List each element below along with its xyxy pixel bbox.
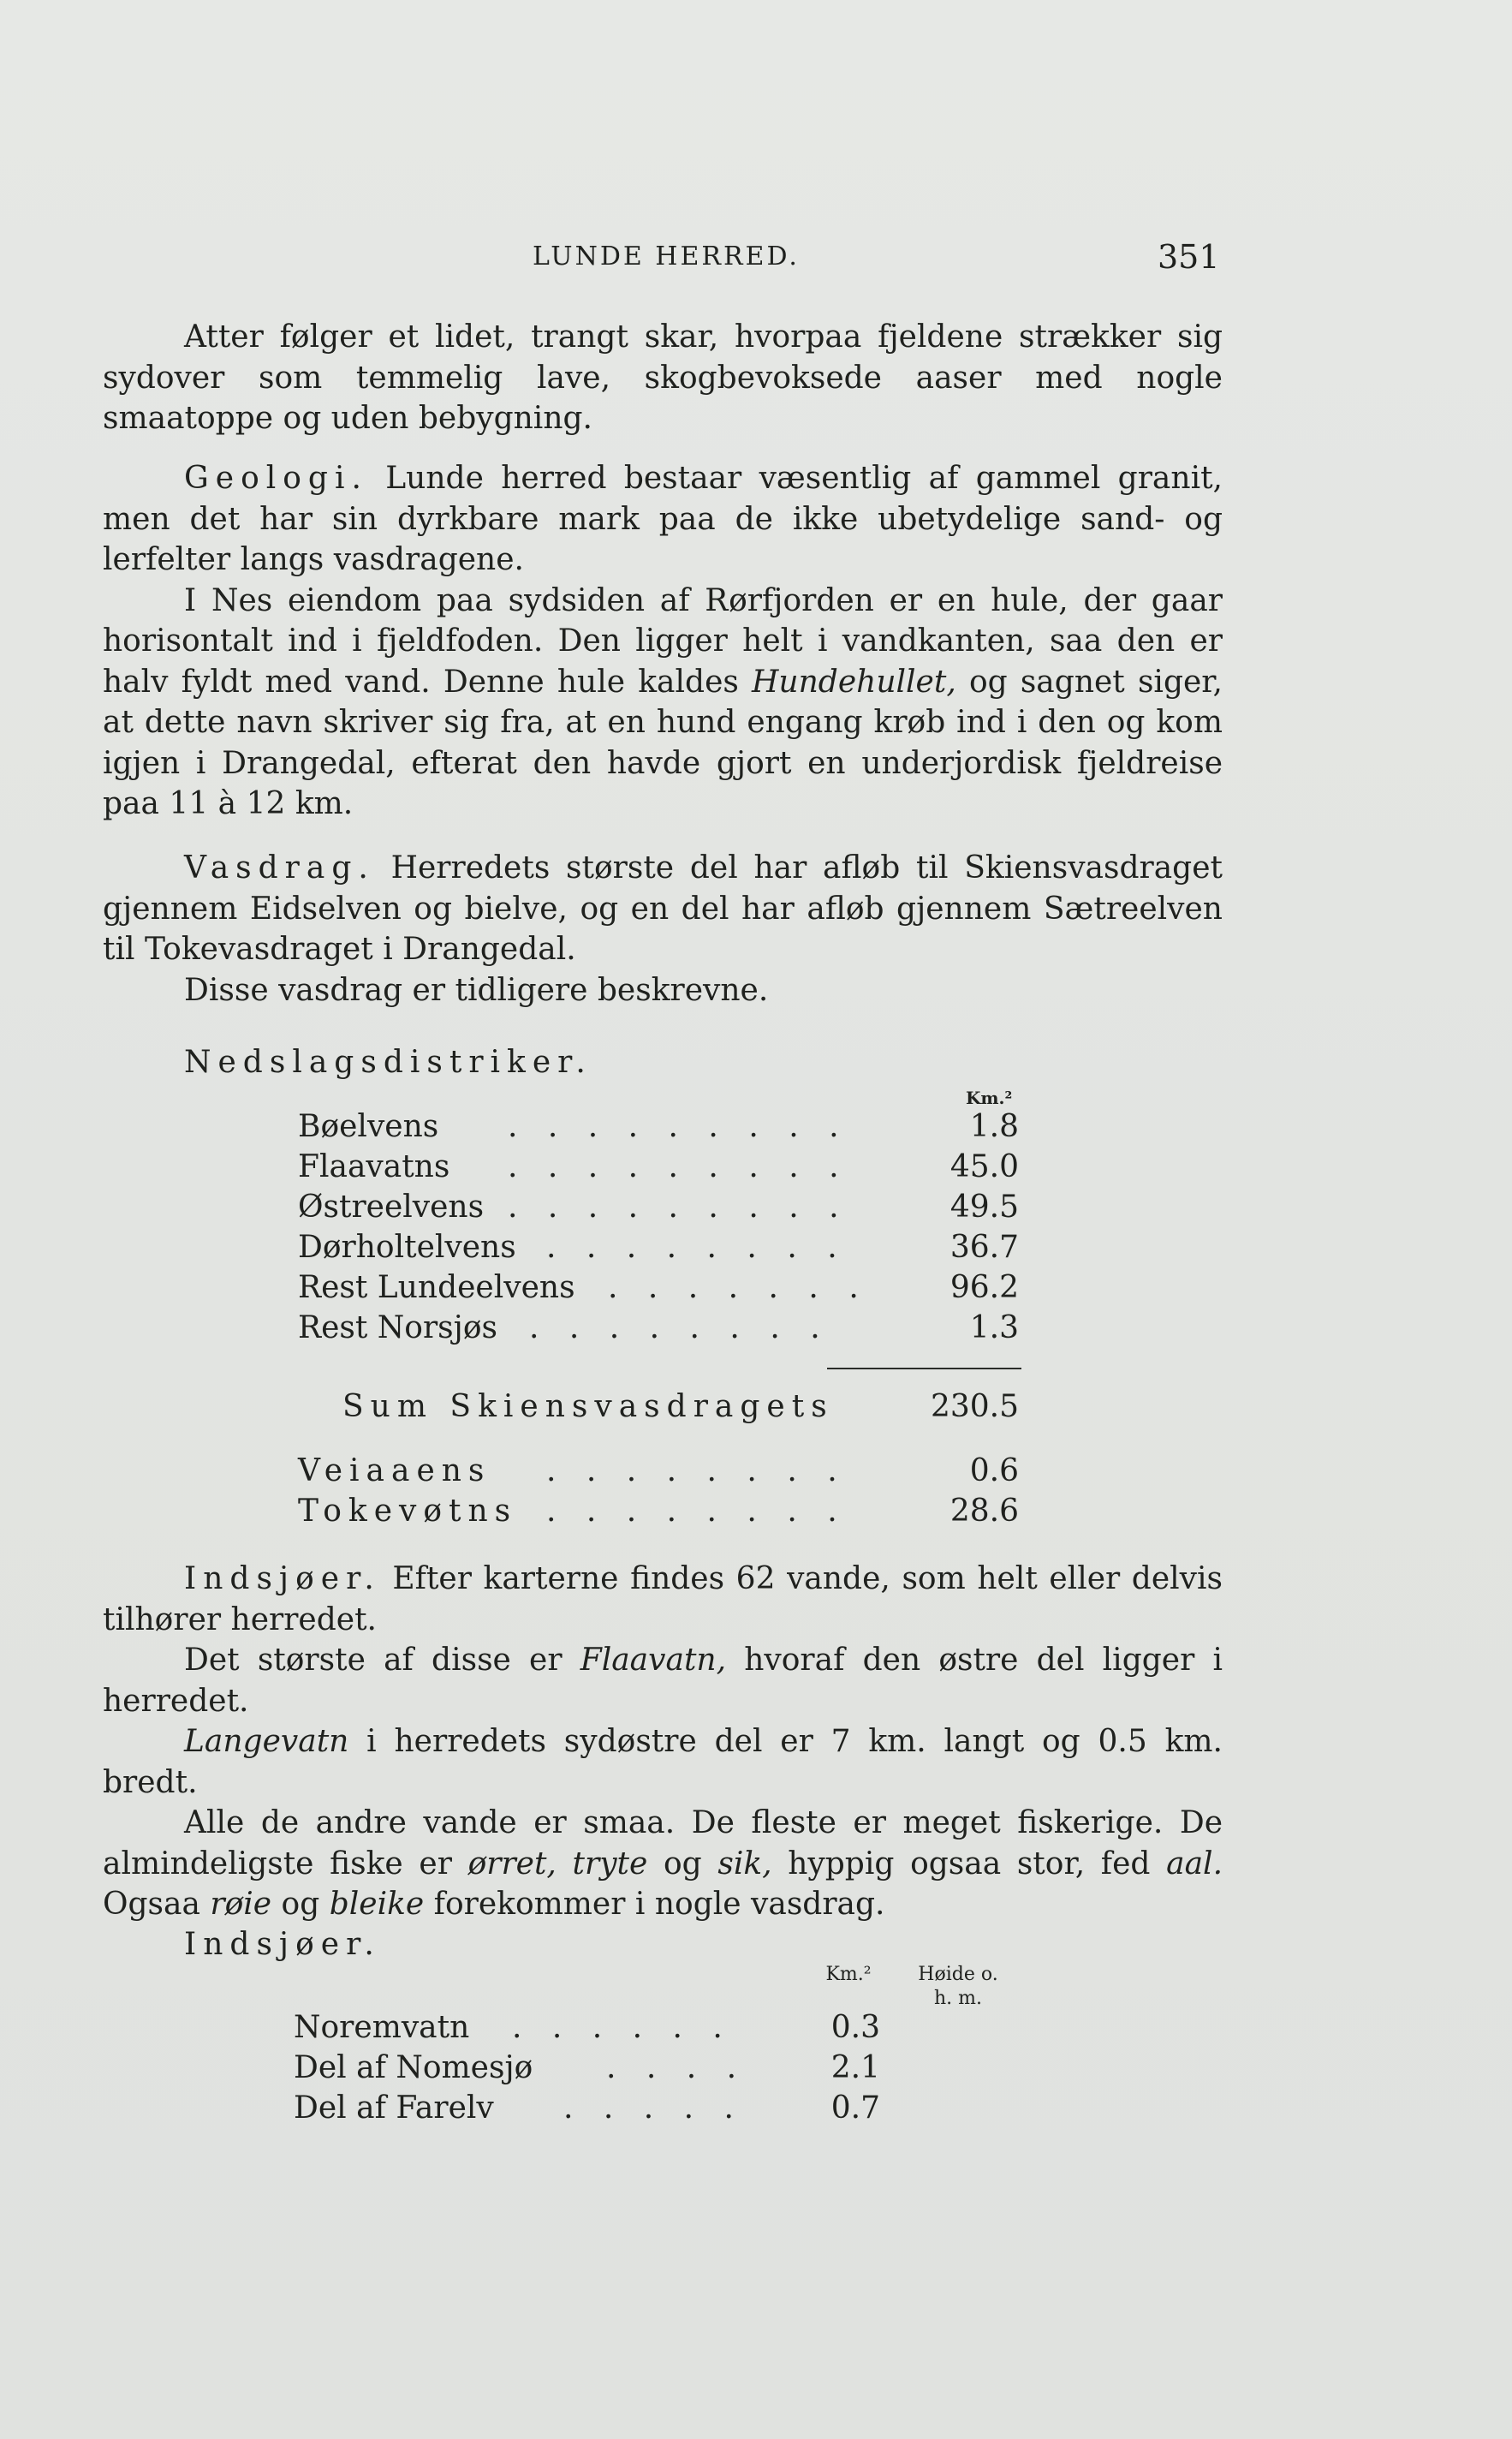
row-name: Flaavatns — [298, 1149, 450, 1184]
hule-name: Hundehullet, — [752, 664, 956, 700]
nedslag-heading: Nedslagsdistriker. — [184, 1045, 592, 1080]
intro-section — [103, 317, 1223, 439]
table-row — [298, 1453, 1223, 1494]
nedslag-table — [298, 1109, 1223, 1351]
lakes-col-height: Høide o. h. m. — [918, 1964, 998, 2009]
table-row — [298, 1149, 1223, 1190]
toke-table — [298, 1453, 1223, 1534]
lakes-col-area: Km.² — [825, 1964, 872, 1985]
lakes-table — [294, 2010, 1218, 2131]
indsjoer-text: Efter karterne findes 62 vande, som helt eller delvis tilhører herredet. — [103, 1561, 1223, 1637]
p4-text: og — [647, 1846, 718, 1881]
table-row — [298, 1270, 1223, 1310]
row-value: 0.6 — [969, 1453, 1019, 1488]
p4-text: Alle de andre vande er smaa. De fleste er meget fiskerige. De almindeligste fiske er — [103, 1805, 1223, 1881]
p3-after: i herredets sydøstre del er 7 km. langt og 0.5 km. bredt. — [103, 1724, 1223, 1800]
row-dots: . . . . . . — [512, 2010, 733, 2045]
row-dots: . . . . — [606, 2050, 747, 2085]
p4-text: og — [271, 1887, 330, 1922]
fish-paragraph — [103, 1803, 1223, 1925]
row-name: Noremvatn — [294, 2010, 470, 2045]
row-dots: . . . . . . . . — [546, 1453, 848, 1488]
row-value: 1.3 — [969, 1310, 1019, 1345]
geologi-text: Lunde herred bestaar væsentlig af gammel granit, men det har sin dyrkbare mark paa de ikke ubetydelige sand- og lerfelter langs vasdragene. — [103, 461, 1223, 577]
nedslag-heading-block — [103, 1045, 1223, 1080]
fish-name: sik, — [717, 1846, 772, 1881]
p2-after: hvoraf den østre del ligger i herredet. — [103, 1643, 1223, 1719]
hule-paragraph — [103, 581, 1223, 825]
row-value: 96.2 — [949, 1270, 1019, 1305]
geologi-section — [103, 458, 1223, 825]
indsjoer-paragraph — [103, 1559, 1223, 1640]
vasdrag-paragraph — [103, 848, 1223, 970]
row-name: Dørholtelvens — [298, 1230, 516, 1265]
table-row — [294, 2090, 1218, 2131]
indsjoer-heading: Indsjøer. — [184, 1561, 381, 1596]
intro-paragraph: Atter følger et lidet, trangt skar, hvorpaa fjeldene strækker sig sydover som temmelig lave, skogbevoksede aaser med nogle smaatoppe og uden bebygning. — [103, 319, 1223, 436]
sum-value: 230.5 — [930, 1389, 1019, 1424]
langevatn-paragraph — [103, 1721, 1223, 1803]
row-name: Rest Norsjøs — [298, 1310, 497, 1345]
fish-name: ørret, tryte — [467, 1846, 648, 1881]
table-row — [294, 2050, 1218, 2090]
table-row — [298, 1310, 1223, 1351]
fish-name: aal. — [1166, 1846, 1223, 1881]
p4-text: hyppig ogsaa stor, fed — [771, 1846, 1167, 1881]
row-value: 2.1 — [830, 2050, 880, 2085]
lakes-heading: Indsjøer. — [184, 1926, 381, 1962]
p4-text: Ogsaa — [103, 1887, 211, 1922]
row-value: 0.3 — [830, 2010, 880, 2045]
row-value: 28.6 — [949, 1494, 1019, 1529]
hule-text-after: og sagnet siger, at dette navn skriver sig fra, at en hund engang krøb ind i den og kom igjen i Drangedal, efterat den havde gjort en underjordisk fjeldreise paa 11 à 12 km. — [103, 664, 1223, 821]
row-name: Bøelvens — [298, 1109, 439, 1144]
p3-name: Langevatn — [184, 1724, 349, 1759]
table-row — [298, 1494, 1223, 1534]
row-dots: . . . . . — [563, 2090, 744, 2126]
row-value: 36.7 — [949, 1230, 1019, 1265]
table-row — [342, 1389, 1027, 1429]
nedslag-unit-label: Km.² — [966, 1088, 1013, 1108]
sum-row — [342, 1389, 1027, 1429]
table-row — [298, 1109, 1223, 1149]
row-name: Rest Lundeelvens — [298, 1270, 575, 1305]
row-name: Del af Nomesjø — [294, 2050, 533, 2085]
hule-text-before: I Nes eiendom paa sydsiden af Rørfjorden er en hule, der gaar horisontalt ind i fjeldfoden. Den ligger helt i vandkanten, saa den er halv fyldt med vand. Denne hule kaldes — [103, 582, 1223, 700]
page-number: 351 — [1158, 238, 1220, 276]
table-row — [298, 1190, 1223, 1230]
vasdrag-paragraph-2: Disse vasdrag er tidligere beskrevne. — [184, 972, 769, 1008]
row-dots: . . . . . . . . — [546, 1230, 848, 1265]
row-dots: . . . . . . . . . — [508, 1149, 849, 1184]
row-value: 1.8 — [969, 1109, 1019, 1144]
page-header — [0, 238, 1512, 284]
fish-name: bleike — [329, 1887, 425, 1922]
p2-name: Flaavatn, — [580, 1643, 727, 1678]
fish-name: røie — [210, 1887, 272, 1922]
flaavatn-paragraph — [103, 1640, 1223, 1721]
vasdrag-text: Herredets største del har afløb til Skiensvasdraget gjennem Eidselven og bielve, og en del har afløb gjennem Sætreelven til Tokevasdraget i Drangedal. — [103, 850, 1223, 967]
geologi-paragraph — [103, 458, 1223, 581]
row-name: Østreelvens — [298, 1190, 485, 1225]
row-dots: . . . . . . . . — [529, 1310, 830, 1345]
running-title: LUNDE HERRED. — [533, 242, 800, 271]
vasdrag-section — [103, 848, 1223, 1011]
sum-label: Sum Skiensvasdragets — [342, 1389, 834, 1424]
sum-rule — [827, 1368, 1021, 1369]
vasdrag-heading: Vasdrag. — [184, 850, 375, 886]
row-value: 45.0 — [949, 1149, 1019, 1184]
row-dots: . . . . . . . . . — [508, 1109, 849, 1144]
table-row — [298, 1230, 1223, 1270]
row-dots: . . . . . . . . . — [508, 1190, 849, 1225]
p4-text: forekommer i nogle vasdrag. — [424, 1887, 885, 1922]
row-name: Del af Farelv — [294, 2090, 494, 2126]
table-row — [294, 2010, 1218, 2050]
row-value: 0.7 — [830, 2090, 880, 2126]
row-value: 49.5 — [949, 1190, 1019, 1225]
row-name: Tokevøtns — [298, 1494, 518, 1529]
row-dots: . . . . . . . — [608, 1270, 869, 1305]
geologi-heading: Geologi. — [184, 461, 368, 496]
p2-before: Det største af disse er — [184, 1643, 580, 1678]
row-dots: . . . . . . . . — [546, 1494, 848, 1529]
indsjoer-section — [103, 1559, 1223, 1962]
row-name: Veiaaens — [298, 1453, 491, 1488]
